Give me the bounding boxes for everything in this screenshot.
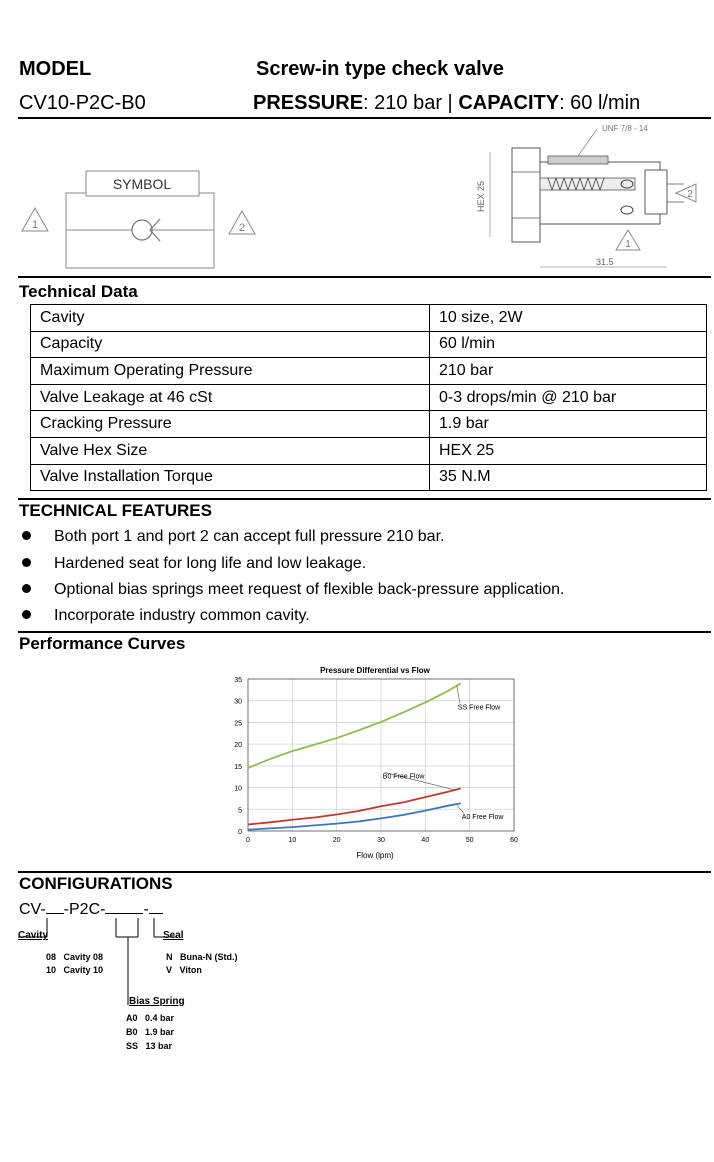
drawings-divider (18, 276, 711, 278)
technical-data-key: Maximum Operating Pressure (31, 358, 430, 385)
performance-curves-title: Performance Curves (19, 634, 186, 653)
x-tick-label: 60 (510, 837, 518, 844)
x-tick-label: 40 (421, 837, 430, 844)
y-tick-label: 35 (234, 677, 242, 684)
y-tick-label: 30 (234, 698, 242, 706)
feature-text: Optional bias springs meet request of flexible back-pressure application. (54, 581, 565, 598)
model-label: MODEL (19, 58, 92, 80)
technical-data-key: Cavity (31, 305, 430, 332)
technical-data-value: HEX 25 (430, 437, 707, 464)
technical-data-key: Cracking Pressure (31, 411, 430, 438)
pressure-value: : 210 bar (363, 92, 442, 114)
bias-spring-option: A0 0.4 bar (126, 1013, 175, 1023)
x-tick-label: 10 (288, 837, 297, 844)
model-code: CV10-P2C-B0 (19, 92, 146, 114)
series-label: B0 Free Flow (382, 773, 425, 781)
capacity-label: CAPACITY (458, 92, 560, 114)
performance-chart (215, 660, 525, 865)
technical-data-value: 35 N.M (430, 464, 707, 491)
technical-data-title: Technical Data (19, 282, 138, 301)
valve-symbol-drawing (18, 165, 263, 275)
capacity-value: : 60 l/min (559, 92, 641, 114)
x-axis-label: Flow (lpm) (356, 851, 394, 860)
technical-data-key: Capacity (31, 331, 430, 358)
technical-data-table (30, 304, 707, 491)
series-line (248, 683, 461, 768)
technical-data-value: 1.9 bar (430, 411, 707, 438)
features-divider (18, 631, 711, 633)
series-label: SS Free Flow (457, 704, 501, 712)
cartridge-body (540, 162, 660, 224)
port-2-label: 2 (687, 189, 693, 200)
code-prefix: CV- (19, 901, 46, 918)
nose-piece (645, 170, 667, 214)
bias-spring-option: SS 13 bar (126, 1041, 173, 1051)
thread-leader (578, 129, 597, 156)
port-2-label: 2 (238, 222, 246, 234)
technical-data-row (31, 437, 707, 464)
bullet-icon (22, 610, 31, 619)
series-label: A0 Free Flow (461, 814, 504, 822)
bullet-icon (22, 584, 31, 593)
seal-option: N Buna-N (Std.) (166, 952, 238, 962)
technical-data-key: Valve Installation Torque (31, 464, 430, 491)
seal-ring (548, 156, 608, 164)
port-1-label: 1 (625, 239, 631, 250)
feature-text: Hardened seat for long life and low leakage. (54, 555, 367, 572)
hex-label: HEX 25 (476, 180, 486, 212)
y-tick-label: 0 (238, 829, 242, 836)
technical-data-row (31, 384, 707, 411)
port-1-label: 1 (31, 219, 39, 231)
code-mid: -P2C- (63, 901, 106, 918)
y-tick-label: 10 (234, 785, 242, 793)
thread-label: UNF 7/8 - 14 (602, 124, 648, 133)
y-tick-label: 15 (234, 763, 242, 771)
seal-label: Seal (163, 930, 184, 941)
pressure-label: PRESSURE (253, 92, 364, 114)
valve-cross-section-drawing (470, 122, 710, 274)
technical-data-value: 60 l/min (430, 331, 707, 358)
check-ball-icon (132, 220, 152, 240)
configurations-title: CONFIGURATIONS (19, 874, 173, 893)
feature-item (22, 607, 310, 625)
technical-data-row (31, 305, 707, 332)
x-tick-label: 50 (465, 837, 474, 844)
hex-body (512, 148, 540, 242)
series-line (248, 803, 461, 829)
technical-data-key: Valve Hex Size (31, 437, 430, 464)
bias-spring-label: Bias Spring (129, 996, 185, 1007)
feature-text: Incorporate industry common cavity. (54, 607, 310, 624)
symbol-label: SYMBOL (112, 176, 172, 192)
x-tick-label: 30 (377, 837, 385, 844)
technical-data-row (31, 411, 707, 438)
chart-title: Pressure Differential vs Flow (320, 666, 430, 675)
technical-features-title: TECHNICAL FEATURES (19, 501, 212, 520)
pressure-capacity-line (253, 92, 640, 115)
technical-data-row (31, 331, 707, 358)
bullet-icon (22, 531, 31, 540)
header-divider (18, 117, 711, 119)
bias-spring-option: B0 1.9 bar (126, 1027, 175, 1037)
bullet-icon (22, 558, 31, 567)
x-tick-label: 0 (246, 837, 250, 844)
y-tick-label: 20 (234, 742, 242, 750)
cavity-option: 08 Cavity 08 (46, 952, 104, 962)
feature-text: Both port 1 and port 2 can accept full pressure 210 bar. (54, 528, 445, 545)
technical-data-row (31, 358, 707, 385)
technical-data-value: 0-3 drops/min @ 210 bar (430, 384, 707, 411)
port-2-triangle-icon (676, 184, 696, 202)
code-dash: - (143, 901, 149, 918)
y-tick-label: 5 (238, 807, 242, 815)
separator: | (447, 92, 453, 114)
y-tick-label: 25 (234, 720, 242, 728)
feature-item (22, 581, 565, 599)
technical-data-value: 10 size, 2W (430, 305, 707, 332)
product-title: Screw-in type check valve (256, 58, 504, 80)
length-label: 31.5 (596, 257, 614, 267)
cavity-label: Cavity (18, 930, 49, 941)
technical-data-key: Valve Leakage at 46 cSt (31, 384, 430, 411)
performance-divider (18, 871, 711, 873)
seal-option: V Viton (166, 965, 202, 975)
x-tick-label: 20 (332, 837, 341, 844)
feature-item (22, 555, 366, 573)
cavity-option: 10 Cavity 10 (46, 965, 104, 975)
technical-data-value: 210 bar (430, 358, 707, 385)
technical-data-row (31, 464, 707, 491)
technical-data-divider (18, 498, 711, 500)
feature-item (22, 528, 444, 546)
series-line (248, 788, 461, 824)
